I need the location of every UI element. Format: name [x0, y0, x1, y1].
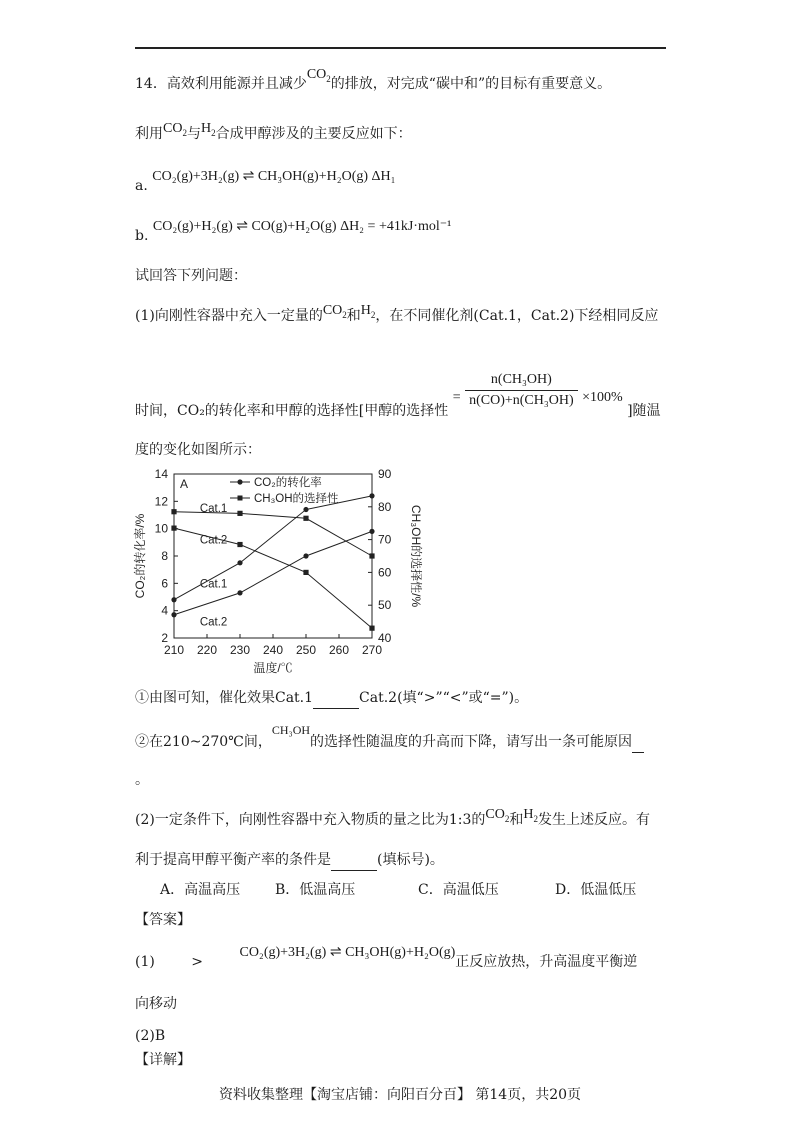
ans1-equation: CO₂(g)+3H₂(g) ⇌ CH₃OH(g)+H₂O(g)	[239, 945, 456, 960]
top-rule	[135, 47, 666, 49]
y-left-tick-label: 6	[161, 576, 168, 591]
y-right-tick-label: 90	[378, 467, 392, 481]
y-left-tick-label: 4	[161, 603, 168, 618]
h2-formula-2: $H_2$	[360, 303, 376, 320]
data-point-square	[369, 553, 374, 558]
q2-line2	[135, 850, 444, 871]
y-right-axis-label: CH₃OH的选择性/%	[409, 504, 423, 608]
x-tick-label: 270	[361, 643, 383, 657]
p1-b: 和	[346, 308, 361, 324]
fraction-equals: =	[452, 389, 461, 405]
data-point-circle	[171, 612, 176, 617]
y-right-tick-label: 60	[378, 565, 392, 580]
data-point-circle	[369, 493, 374, 498]
q-intro-text: 14．高效利用能源并且减少	[135, 76, 307, 92]
reaction-a	[135, 166, 396, 194]
ch3oh-formula: CH₃OH	[271, 723, 311, 737]
p2-a: 时间，CO₂的转化率和甲醇的选择性[甲醇的选择性	[135, 402, 449, 419]
data-point-square	[303, 516, 308, 521]
try-answer: 试回答下列问题：	[135, 268, 247, 284]
x-tick-label: 250	[295, 643, 317, 657]
series-annotation: Cat.1	[199, 578, 228, 591]
l2-c: 合成甲醇涉及的主要反应如下：	[215, 126, 412, 142]
y-right-tick-label: 70	[378, 532, 392, 547]
data-point-square	[303, 570, 308, 575]
page-footer: 资料收集整理【淘宝店铺：向阳百分百】 第14页，共20页	[218, 1087, 582, 1103]
y-right-tick-label: 80	[378, 499, 392, 514]
data-point-circle	[303, 553, 308, 558]
detail-title: 【详解】	[135, 1052, 191, 1068]
x-tick-label: 210	[163, 643, 185, 657]
q1-2-end: 。	[135, 772, 149, 788]
p1-c: ，在不同催化剂(Cat.1，Cat.2)下经相同反应	[375, 308, 659, 324]
line-materials	[135, 121, 412, 149]
option-a: A．高温高压	[160, 882, 241, 898]
reaction-b	[135, 216, 452, 244]
y-left-tick-label: 2	[161, 631, 168, 645]
ans1-text: 正反应放热，升高温度平衡逆	[455, 954, 638, 970]
data-point-square	[171, 526, 176, 531]
data-point-circle	[237, 560, 242, 565]
fraction-tail: ×100%	[582, 389, 623, 405]
q1-1	[135, 688, 528, 709]
co2-text-2: CO	[163, 121, 183, 136]
x-tick-label: 230	[229, 643, 251, 657]
fraction-numerator: n(CH₃OH)	[465, 370, 578, 391]
p2-b: ]随温	[627, 402, 661, 419]
y-right-tick-label: 40	[378, 631, 392, 645]
data-point-circle	[237, 590, 242, 595]
y-right-tick-label: 50	[378, 598, 392, 613]
q1-1-text: ①由图可知，催化效果Cat.1	[135, 690, 314, 706]
h2-formula: $H_2$	[200, 121, 216, 138]
co2-formula-2: $CO_2$	[163, 121, 187, 138]
conversion-selectivity-chart	[130, 462, 430, 680]
q2-b: 和	[509, 812, 524, 828]
co2-formula-3: $CO_2$	[322, 303, 347, 320]
ans1-gt: >	[191, 954, 204, 970]
data-point-circle	[369, 529, 374, 534]
answer-blank-2[interactable]	[632, 732, 644, 753]
series-annotation: Cat.2	[199, 616, 228, 629]
co2-text: CO	[306, 67, 327, 82]
q2-line1	[135, 807, 650, 835]
answer-2: (2)B	[135, 1028, 166, 1044]
h2-text-3: H	[523, 807, 534, 822]
l2-a: 利用	[135, 126, 163, 142]
y-left-tick-label: 14	[154, 467, 168, 481]
option-d: D．低温低压	[555, 882, 637, 898]
x-tick-label: 260	[328, 643, 350, 657]
h2-text-2: H	[360, 303, 371, 318]
legend-marker-square	[238, 496, 243, 501]
ans1-label: (1)	[135, 954, 155, 970]
series-annotation: Cat.1	[199, 503, 228, 516]
co2-formula-4: $CO_2$	[485, 807, 510, 824]
q2-c: 发生上述反应。有	[537, 812, 650, 828]
fraction-denominator: n(CO)+n(CH₃OH)	[469, 393, 574, 408]
answer-1	[135, 942, 638, 970]
part1-line1	[135, 303, 659, 331]
option-c: C．高温低压	[418, 882, 499, 898]
l2-b: 与	[186, 126, 201, 142]
x-axis-label: 温度/℃	[253, 661, 293, 675]
q1-2a: ②在210~270℃间，	[135, 734, 272, 750]
rxn-a-equation: CO₂(g)+3H₂(g) ⇌ CH₃OH(g)+H₂O(g) ΔH₁	[152, 169, 396, 184]
part1-line2	[135, 370, 661, 419]
y-left-tick-label: 10	[154, 521, 168, 536]
p1-a: (1)向刚性容器中充入一定量的	[135, 308, 323, 324]
co2-text-4: CO	[485, 807, 505, 822]
q2-e: (填标号)。	[377, 852, 444, 868]
question-intro	[135, 67, 612, 99]
rxn-a-label: a.	[135, 178, 148, 194]
h2-formula-3: $H_2$	[523, 807, 538, 824]
legend-label: CH₃OH的选择性	[254, 493, 339, 505]
data-point-circle	[303, 507, 308, 512]
y-left-tick-label: 8	[161, 549, 168, 563]
q1-2	[135, 723, 644, 750]
legend-label: CO₂的转化率	[254, 477, 322, 489]
h2-text: H	[200, 121, 212, 136]
answer-blank-3[interactable]	[331, 850, 377, 871]
answer-title: 【答案】	[135, 912, 191, 928]
panel-label: A	[180, 477, 189, 491]
q-intro-end: 的排放，对完成“碳中和”的目标有重要意义。	[330, 76, 612, 92]
data-point-square	[171, 509, 176, 514]
co2-text-3: CO	[322, 303, 343, 318]
legend-marker-circle	[237, 479, 242, 484]
rxn-b-equation: CO₂(g)+H₂(g) ⇌ CO(g)+H₂O(g) ΔH₂ = +41kJ·mol⁻¹	[152, 219, 452, 234]
x-tick-label: 240	[262, 643, 284, 657]
x-tick-label: 220	[196, 643, 218, 657]
q1-1b-text: Cat.2(填“>”“<”或“=”)。	[359, 690, 529, 706]
data-point-circle	[171, 597, 176, 602]
data-point-square	[237, 542, 242, 547]
option-b: B．低温高压	[275, 882, 356, 898]
answer-blank-1[interactable]	[313, 688, 359, 709]
series-annotation: Cat.2	[199, 534, 228, 547]
answer-1-cont: 向移动	[135, 996, 177, 1012]
q1-2b: 的选择性随温度的升高而下降，请写出一条可能原因	[310, 734, 633, 750]
y-left-tick-label: 12	[154, 494, 168, 509]
q2-d: 利于提高甲醇平衡产率的条件是	[135, 852, 331, 868]
data-point-square	[369, 626, 374, 631]
y-left-axis-label: CO₂的转化率/%	[133, 513, 147, 599]
co2-formula: $CO_2$	[306, 67, 331, 84]
q2-a: (2)一定条件下，向刚性容器中充入物质的量之比为1:3的	[135, 812, 486, 828]
part1-line3: 度的变化如图所示：	[135, 442, 261, 458]
data-point-square	[237, 511, 242, 516]
rxn-b-label: b.	[135, 228, 149, 244]
selectivity-fraction	[465, 370, 578, 411]
